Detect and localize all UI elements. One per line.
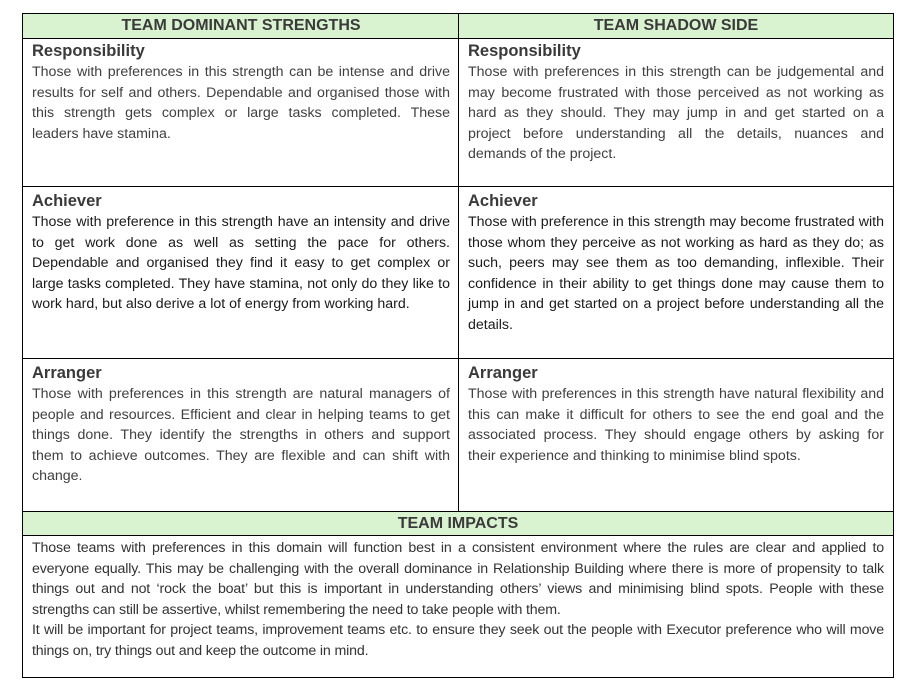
shadow-cell-arranger (459, 361, 893, 511)
strength-cell-achiever (23, 189, 459, 358)
strengths-table (22, 13, 894, 678)
strength-title: Achiever (32, 192, 102, 210)
shadow-text: Those with preferences in this strength have natural flexibility and this can make it difficult for others to see the end goal and the associated process. They should engage others by asking for their experience and thinking to minimise blind spots. (468, 386, 884, 464)
strength-title: Responsibility (32, 42, 145, 60)
strength-text: Those with preferences in this strength can be intense and drive results for self and others. Dependable and organised those with this strength gets complex or large tasks completed. These leaders have stamina. (32, 64, 450, 142)
shadow-title: Responsibility (468, 42, 581, 60)
row-divider (23, 186, 893, 187)
strength-cell-responsibility (23, 39, 459, 186)
strength-cell-arranger (23, 361, 459, 511)
header-dominant-strengths: TEAM DOMINANT STRENGTHS (23, 14, 459, 39)
header-shadow-side: TEAM SHADOW SIDE (459, 14, 893, 39)
impact-paragraph: Those teams with preferences in this domain will function best in a consistent environment where the rules are clear and applied to everyone equally. This may be challenging with the overall dominance in Relationship Building where there is more of propensity to talk things out and not ‘rock the boat’ but this is important in understanding others’ views and minimising blind spots. People with these strengths can still be assertive, whilst remembering the need to take people with them. (32, 540, 884, 618)
shadow-title: Arranger (468, 364, 538, 382)
impact-paragraph: It will be important for project teams, improvement teams etc. to ensure they seek out the people with Executor preference who will move things on, try things out and keep the outcome in mind. (32, 622, 884, 659)
team-impacts-text (23, 537, 893, 677)
row-divider (23, 358, 893, 359)
shadow-title: Achiever (468, 192, 538, 210)
strength-text: Those with preferences in this strength are natural managers of people and resources. Efficient and clear in helping teams to get things done. They identify the strengths in others and support them to achieve outcomes. They are flexible and can shift with change. (32, 386, 450, 485)
shadow-text: Those with preferences in this strength can be judgemental and may become frustrated with those perceived as not working as hard as they should. They may jump in and get started on a project before understanding all the details, nuances and demands of the project. (468, 64, 884, 163)
shadow-text: Those with preference in this strength may become frustrated with those whom they perceive as not working as hard as they do; as such, peers may see them as too demanding, inflexible. Their confidence in their ability to get things done may cause them to jump in and get started on a project before understanding all the details. (468, 214, 884, 333)
shadow-cell-achiever (459, 189, 893, 358)
shadow-cell-responsibility (459, 39, 893, 186)
strength-title: Arranger (32, 364, 102, 382)
header-team-impacts: TEAM IMPACTS (23, 511, 893, 536)
strength-text: Those with preference in this strength have an intensity and drive to get work done as well as setting the pace for others. Dependable and organised they find it easy to get complex or large tasks completed. They have stamina, not only do they like to work hard, but also derive a lot of energy from working hard. (32, 214, 450, 313)
